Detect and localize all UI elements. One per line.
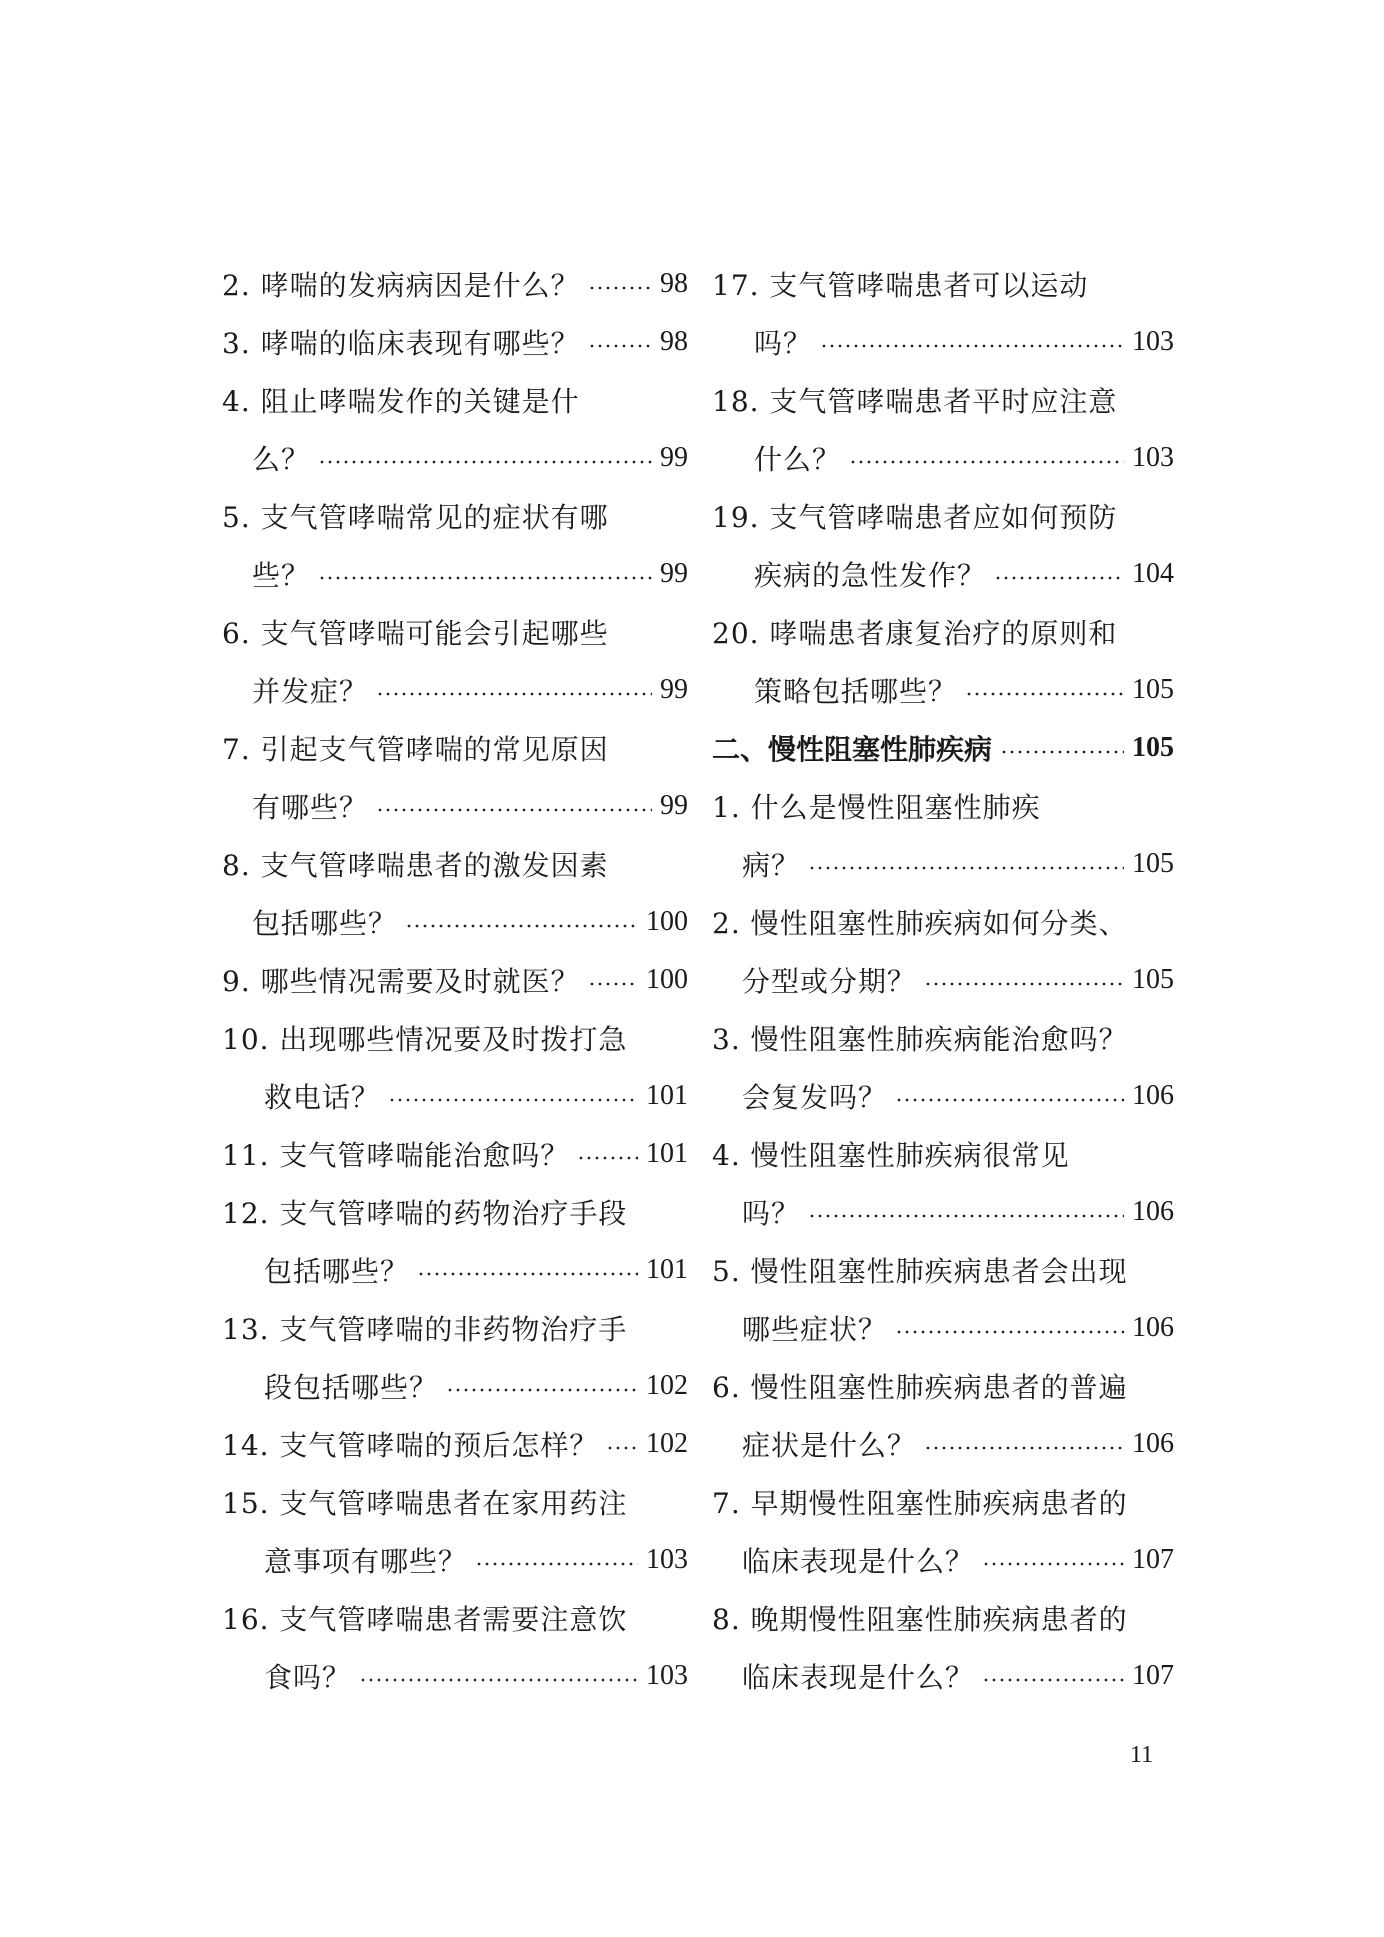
toc-page-number: 100 — [646, 964, 688, 995]
toc-entry[interactable] — [222, 603, 688, 661]
toc-entry-title: 3. 哮喘的临床表现有哪些？ — [222, 327, 580, 360]
toc-page-number: 105 — [1132, 964, 1174, 995]
toc-page-number: 107 — [1132, 1660, 1174, 1691]
toc-entry[interactable] — [712, 1647, 1174, 1705]
toc-page-number: 103 — [646, 1544, 688, 1575]
dot-leader — [808, 1214, 1124, 1218]
toc-page-number: 107 — [1132, 1544, 1174, 1575]
toc-page-number: 103 — [1132, 326, 1174, 357]
toc-entry-title: 什么？ — [754, 443, 842, 476]
dot-leader — [588, 286, 652, 290]
toc-entry[interactable] — [222, 313, 688, 371]
toc-entry[interactable] — [712, 1589, 1174, 1647]
toc-page-number: 105 — [1132, 732, 1174, 763]
toc-entry-title: 16. 支气管哮喘患者需要注意饮 — [222, 1603, 628, 1636]
page-number: 11 — [1130, 1742, 1154, 1768]
toc-entry-title: 食吗？ — [264, 1661, 352, 1694]
toc-page-number: 102 — [646, 1370, 688, 1401]
toc-entry-title: 会复发吗？ — [742, 1081, 888, 1114]
dot-leader — [808, 866, 1124, 870]
toc-entry[interactable] — [712, 1357, 1174, 1415]
toc-entry-title: 17. 支气管哮喘患者可以运动 — [712, 269, 1089, 302]
toc-entry[interactable] — [712, 603, 1174, 661]
dot-leader — [588, 982, 638, 986]
toc-entry[interactable] — [712, 1125, 1174, 1183]
toc-entry[interactable] — [222, 835, 688, 893]
toc-entry-title: 策略包括哪些？ — [754, 675, 958, 708]
toc-entry-title: 病？ — [742, 849, 801, 882]
toc-page-number: 106 — [1132, 1428, 1174, 1459]
toc-entry[interactable] — [222, 1357, 688, 1415]
toc-entry-title: 临床表现是什么？ — [742, 1661, 975, 1694]
toc-entry-title: 症状是什么？ — [742, 1429, 917, 1462]
toc-entry[interactable] — [222, 777, 688, 835]
toc-entry[interactable] — [712, 1299, 1174, 1357]
toc-entry[interactable] — [222, 1125, 688, 1183]
toc-entry[interactable] — [222, 1531, 688, 1589]
toc-section-heading[interactable] — [712, 719, 1174, 777]
toc-entry-title: 救电话？ — [264, 1081, 381, 1114]
dot-leader — [359, 1678, 638, 1682]
toc-entry[interactable] — [712, 545, 1174, 603]
toc-entry[interactable] — [222, 661, 688, 719]
toc-page-number: 101 — [646, 1080, 688, 1111]
toc-entry-title: 4. 阻止哮喘发作的关键是什 — [222, 385, 580, 418]
toc-page-number: 106 — [1132, 1312, 1174, 1343]
toc-page-number: 106 — [1132, 1080, 1174, 1111]
toc-entry[interactable] — [712, 487, 1174, 545]
toc-entry-title: 8. 晚期慢性阻塞性肺疾病患者的 — [712, 1603, 1128, 1636]
toc-entry-title: 7. 引起支气管哮喘的常见原因 — [222, 733, 609, 766]
toc-entry[interactable] — [222, 545, 688, 603]
toc-entry[interactable] — [712, 313, 1174, 371]
dot-leader — [982, 1562, 1124, 1566]
toc-entry[interactable] — [712, 661, 1174, 719]
toc-entry[interactable] — [712, 1531, 1174, 1589]
toc-entry[interactable] — [712, 1183, 1174, 1241]
toc-page-number: 103 — [646, 1660, 688, 1691]
toc-entry[interactable] — [712, 1067, 1174, 1125]
dot-leader — [318, 460, 652, 464]
toc-entry[interactable] — [222, 1415, 688, 1473]
dot-leader — [1000, 750, 1124, 754]
toc-entry[interactable] — [222, 719, 688, 777]
toc-page-number: 98 — [660, 268, 688, 299]
toc-page-number: 99 — [660, 790, 688, 821]
toc-entry[interactable] — [712, 1009, 1174, 1067]
toc-entry-title: 9. 哪些情况需要及时就医？ — [222, 965, 580, 998]
toc-entry[interactable] — [222, 1009, 688, 1067]
toc-entry-title: 5. 慢性阻塞性肺疾病患者会出现 — [712, 1255, 1128, 1288]
toc-entry[interactable] — [712, 835, 1174, 893]
dot-leader — [895, 1330, 1124, 1334]
toc-entry[interactable] — [222, 1067, 688, 1125]
toc-entry-title: 并发症？ — [252, 675, 369, 708]
dot-leader — [924, 1446, 1124, 1450]
toc-entry-title: 么？ — [252, 443, 311, 476]
toc-entry-title: 2. 哮喘的发病病因是什么？ — [222, 269, 580, 302]
toc-entry-title: 13. 支气管哮喘的非药物治疗手 — [222, 1313, 628, 1346]
toc-entry-title: 有哪些？ — [252, 791, 369, 824]
toc-entry[interactable] — [712, 1241, 1174, 1299]
dot-leader — [606, 1446, 638, 1450]
toc-page-number: 105 — [1132, 848, 1174, 879]
toc-page-number: 106 — [1132, 1196, 1174, 1227]
toc-page-number: 100 — [646, 906, 688, 937]
toc-entry-title: 7. 早期慢性阻塞性肺疾病患者的 — [712, 1487, 1128, 1520]
toc-page-number: 99 — [660, 558, 688, 589]
dot-leader — [965, 692, 1124, 696]
dot-leader — [924, 982, 1124, 986]
toc-page-number: 104 — [1132, 558, 1174, 589]
toc-entry-title: 5. 支气管哮喘常见的症状有哪 — [222, 501, 609, 534]
toc-entry[interactable] — [222, 1241, 688, 1299]
toc-entry-title: 些？ — [252, 559, 311, 592]
toc-entry-title: 分型或分期？ — [742, 965, 917, 998]
toc-right-column — [712, 255, 1174, 1705]
toc-entry[interactable] — [712, 777, 1174, 835]
toc-entry[interactable] — [222, 1589, 688, 1647]
toc-entry[interactable] — [222, 1473, 688, 1531]
toc-entry-title: 6. 支气管哮喘可能会引起哪些 — [222, 617, 609, 650]
toc-entry-title: 20. 哮喘患者康复治疗的原则和 — [712, 617, 1118, 650]
dot-leader — [577, 1156, 638, 1160]
toc-entry-title: 4. 慢性阻塞性肺疾病很常见 — [712, 1139, 1070, 1172]
toc-entry[interactable] — [712, 255, 1174, 313]
toc-entry[interactable] — [222, 255, 688, 313]
toc-page-number: 101 — [646, 1138, 688, 1169]
toc-entry-title: 11. 支气管哮喘能治愈吗？ — [222, 1139, 570, 1172]
dot-leader — [588, 344, 652, 348]
toc-entry-title: 意事项有哪些？ — [264, 1545, 468, 1578]
dot-leader — [820, 344, 1124, 348]
dot-leader — [982, 1678, 1124, 1682]
dot-leader — [388, 1098, 638, 1102]
toc-entry-title: 吗？ — [742, 1197, 801, 1230]
toc-entry[interactable] — [222, 371, 688, 429]
toc-page-number: 99 — [660, 674, 688, 705]
toc-entry-title: 吗？ — [754, 327, 813, 360]
toc-entry-title: 疾病的急性发作？ — [754, 559, 987, 592]
toc-entry-title: 15. 支气管哮喘患者在家用药注 — [222, 1487, 628, 1520]
dot-leader — [994, 576, 1124, 580]
toc-entry-title: 包括哪些？ — [252, 907, 398, 940]
toc-entry[interactable] — [222, 951, 688, 1009]
dot-leader — [376, 692, 652, 696]
toc-left-column — [222, 255, 688, 1705]
toc-entry[interactable] — [222, 893, 688, 951]
dot-leader — [376, 808, 652, 812]
toc-page-number: 98 — [660, 326, 688, 357]
toc-entry-title: 2. 慢性阻塞性肺疾病如何分类、 — [712, 907, 1128, 940]
toc-entry-title: 哪些症状？ — [742, 1313, 888, 1346]
dot-leader — [895, 1098, 1124, 1102]
toc-entry-title: 19. 支气管哮喘患者应如何预防 — [712, 501, 1118, 534]
toc-entry-title: 18. 支气管哮喘患者平时应注意 — [712, 385, 1118, 418]
toc-page-number: 99 — [660, 442, 688, 473]
toc-page-number: 102 — [646, 1428, 688, 1459]
toc-entry-title: 段包括哪些？ — [264, 1371, 439, 1404]
dot-leader — [475, 1562, 638, 1566]
toc-entry-title: 1. 什么是慢性阻塞性肺疾 — [712, 791, 1041, 824]
dot-leader — [405, 924, 638, 928]
toc-entry[interactable] — [222, 1647, 688, 1705]
toc-entry-title: 6. 慢性阻塞性肺疾病患者的普遍 — [712, 1371, 1128, 1404]
toc-entry[interactable] — [222, 487, 688, 545]
toc-entry[interactable] — [222, 429, 688, 487]
dot-leader — [849, 460, 1124, 464]
toc-entry[interactable] — [712, 1473, 1174, 1531]
toc-entry-title: 12. 支气管哮喘的药物治疗手段 — [222, 1197, 628, 1230]
toc-entry[interactable] — [222, 1183, 688, 1241]
toc-page-number: 105 — [1132, 674, 1174, 705]
toc-entry-title: 10. 出现哪些情况要及时拨打急 — [222, 1023, 628, 1056]
toc-entry-title: 临床表现是什么？ — [742, 1545, 975, 1578]
toc-entry[interactable] — [712, 371, 1174, 429]
toc-entry-title: 二、慢性阻塞性肺疾病 — [712, 733, 993, 766]
toc-entry[interactable] — [712, 951, 1174, 1009]
toc-page-number: 103 — [1132, 442, 1174, 473]
toc-page-number: 101 — [646, 1254, 688, 1285]
toc-entry[interactable] — [222, 1299, 688, 1357]
toc-entry[interactable] — [712, 1415, 1174, 1473]
toc-entry-title: 14. 支气管哮喘的预后怎样？ — [222, 1429, 599, 1462]
dot-leader — [318, 576, 652, 580]
toc-entry-title: 包括哪些？ — [264, 1255, 410, 1288]
dot-leader — [446, 1388, 638, 1392]
toc-entry-title: 8. 支气管哮喘患者的激发因素 — [222, 849, 609, 882]
toc-entry-title: 3. 慢性阻塞性肺疾病能治愈吗？ — [712, 1023, 1128, 1056]
dot-leader — [417, 1272, 638, 1276]
toc-entry[interactable] — [712, 429, 1174, 487]
toc-entry[interactable] — [712, 893, 1174, 951]
